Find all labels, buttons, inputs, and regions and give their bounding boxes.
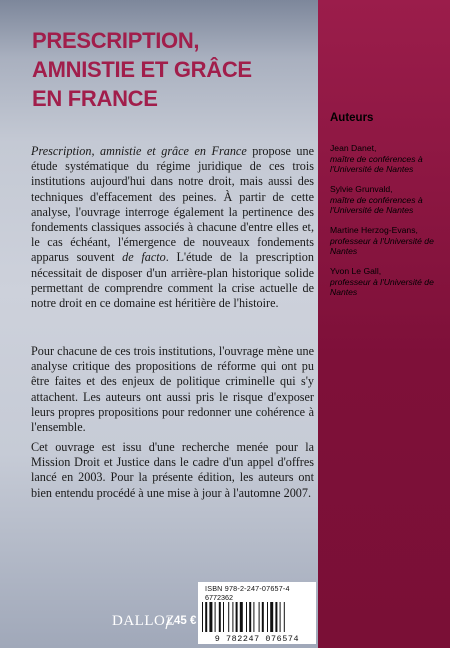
barcode-bar xyxy=(223,602,224,632)
title-line-2: AMNISTIE ET GRÂCE xyxy=(32,57,252,82)
barcode-bar xyxy=(270,602,273,632)
barcode-bar xyxy=(275,602,277,632)
title-line-1: PRESCRIPTION, xyxy=(32,28,200,53)
barcode-bar xyxy=(267,602,268,632)
barcode-bar xyxy=(205,602,207,632)
barcode-bar xyxy=(202,602,203,632)
barcode-bar xyxy=(253,602,254,632)
barcode-bars xyxy=(201,602,311,632)
barcode-bar xyxy=(209,602,212,632)
summary-paragraph-2: Pour chacune de ces trois institutions, l'ouvrage mène une analyse critique des propositions de réforme qui ont pu être faites et des enjeux de politique criminelle qui s'y attachent. Les auteurs ont aussi pris le risque d'exposer leurs propres propositions pour redonner une cohérence à l'ensemble. xyxy=(31,344,314,435)
publisher-code: 6772362 xyxy=(205,593,233,602)
barcode-bar xyxy=(259,602,260,632)
author-role: maître de conférences à l'Université de Nantes xyxy=(330,153,423,174)
barcode-bar xyxy=(236,602,238,632)
barcode-bar xyxy=(219,602,221,632)
authors-heading: Auteurs xyxy=(330,112,374,124)
summary-paragraph-3: Cet ouvrage est issu d'une recherche menée pour la Mission Droit et Justice dans le cadre d'un appel d'offres lancé en 2003. Pour la présente édition, les auteurs ont bien entendu procédé à une mise à jour à l'automne 2007. xyxy=(31,440,314,500)
author-role: maître de conférences à l'Université de Nantes xyxy=(330,194,423,215)
barcode-bar xyxy=(232,602,233,632)
author-role: professeur à l'Université de Nantes xyxy=(330,276,434,297)
author-name: Jean Danet, xyxy=(330,143,377,153)
barcode-digits: 9 782247 076574 xyxy=(214,634,300,644)
paragraph-1-part-b: . L'étude de la prescription nécessitait de disposer d'un arrière-plan historique solide permettant de comprendre comment la crise actuelle de notre droit en ce domaine est héritière de l'histoire. xyxy=(31,250,314,311)
isbn-text: ISBN 978-2-247-07657-4 xyxy=(205,584,290,593)
barcode-bar xyxy=(246,602,247,632)
barcode-bar xyxy=(215,602,216,632)
barcode-bar xyxy=(280,602,281,632)
author-entry xyxy=(330,225,442,257)
author-role: professeur à l'Université de Nantes xyxy=(330,235,434,256)
publisher-name: DALLOZ xyxy=(112,613,175,629)
book-title-italic: Prescription, amnistie et grâce en France xyxy=(31,144,247,158)
paragraph-1-part-a: propose une étude systématique du régime juridique de ces trois institutions aujourd'hui dans notre droit, mais aussi des techniques d'effacement des peines. À partir de cette analyse, l'ouvrage interroge également la pertinence des fondements classiques associés à chacune d'entre elles et, le cas échéant, l'émergence de nouveaux fondements apparus souvent xyxy=(31,144,314,265)
authors-sidebar xyxy=(318,0,450,648)
author-name: Yvon Le Gall, xyxy=(330,266,382,276)
author-name: Sylvie Grunvald, xyxy=(330,184,393,194)
barcode-bar xyxy=(228,602,229,632)
barcode-bar xyxy=(249,602,251,632)
author-name: Martine Herzog-Evans, xyxy=(330,225,418,235)
author-entry xyxy=(330,143,442,175)
summary-paragraph-1 xyxy=(31,144,314,311)
publisher-logo xyxy=(112,613,175,630)
title-line-3: EN FRANCE xyxy=(32,86,158,111)
barcode-bar xyxy=(240,602,243,632)
price-label: 45 € xyxy=(174,615,197,627)
author-entry xyxy=(330,266,442,298)
de-facto-italic: de facto xyxy=(122,250,166,265)
book-title xyxy=(32,26,312,113)
author-entry xyxy=(330,184,442,216)
barcode-bar xyxy=(262,602,264,632)
barcode-bar xyxy=(284,602,285,632)
publisher-mark-icon xyxy=(164,616,173,630)
